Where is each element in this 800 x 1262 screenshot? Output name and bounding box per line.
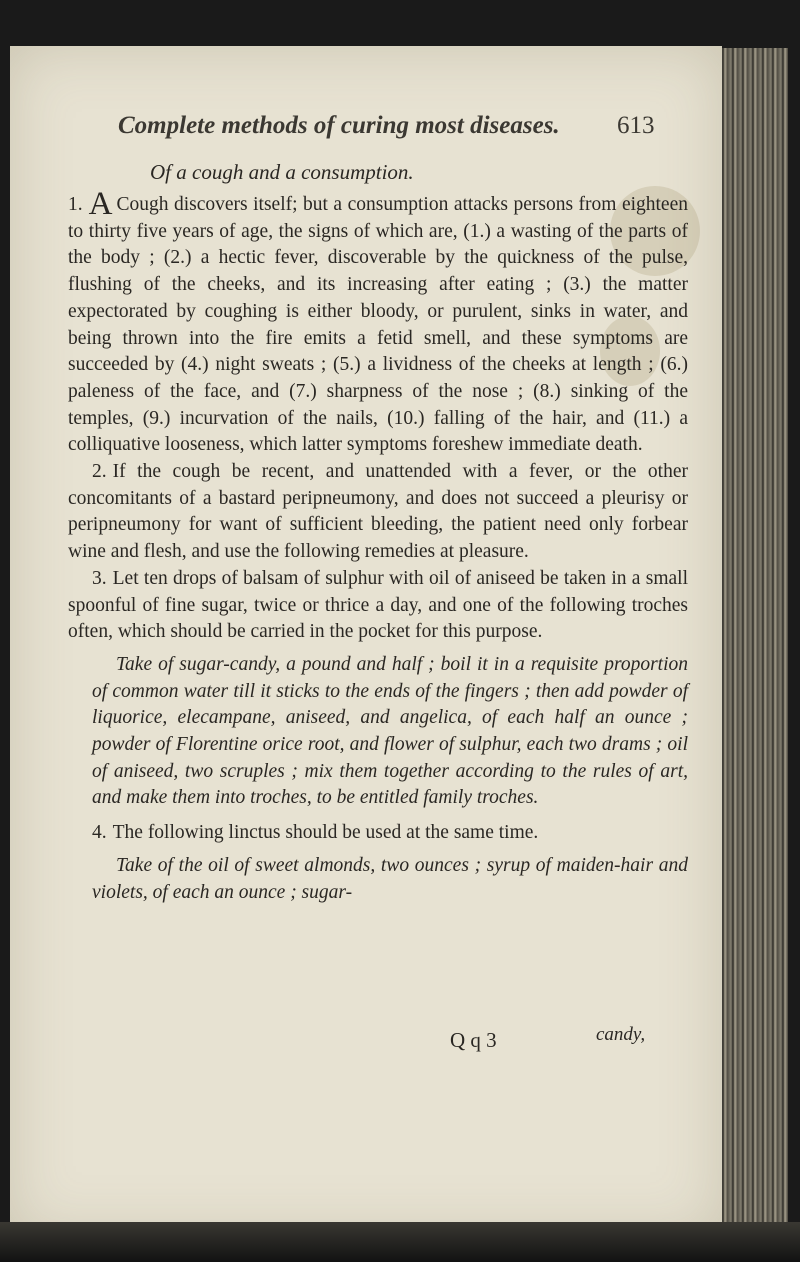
- paragraph-text: The following linctus should be used at the same time.: [112, 822, 539, 844]
- paragraph-text: Cough discovers itself; but a consumption attacks persons from eighteen to thirty five years of age, the signs of which are, (1.) a wasting of the parts of the body ; (2.) a hectic fever, discoverable by the quickness of the pulse, flushing of the cheeks, and its increasing after eating ; (3.) the matter expectorated by coughing is either bloody, or purulent, sinks in water, and being thrown into the fire emits a fetid smell, and these symptoms are succeeded by (4.) night sweats ; (5.) a lividness of the cheeks at length ; (6.) paleness of the face, and (7.) sharpness of the nose ; (8.) sinking of the temples, (9.) incurvation of the nails, (10.) falling of the hair, and (11.) a colliquative looseness, which latter symptoms foreshew immediate death.: [68, 194, 688, 456]
- recipe-troches: Take of sugar-candy, a pound and half ; boil it in a requisite proportion of common water till it sticks to the ends of the fingers ; then add powder of liquorice, elecampane, aniseed, and angelica, of each half an ounce ; powder of Florentine orice root, and flower of sulphur, each two drams ; oil of aniseed, two scruples ; mix them together according to the rules of art, and make them into troches, to be entitled family troches.: [92, 653, 688, 809]
- catchword: candy,: [596, 1024, 646, 1045]
- paragraph-number: 3.: [92, 567, 107, 589]
- paragraph-number: 1.: [68, 194, 83, 215]
- paragraph-text: If the cough be recent, and unattended with a fever, or the other concomitants of a bastard peripneumony, and does not succeed a pleurisy or peripneumony for want of sufficient bleeding, the patient need only forbear wine and flesh, and use the following remedies at pleasure.: [68, 461, 688, 563]
- paragraph-number: 4.: [92, 822, 107, 844]
- recipe-linctus: Take of the oil of sweet almonds, two ounces ; syrup of maiden-hair and violets, of each an ounce ; sugar-: [92, 854, 688, 903]
- body-text: [68, 186, 688, 914]
- running-title: Complete methods of curing most diseases.: [118, 112, 560, 139]
- paragraph-1: [68, 186, 688, 459]
- paragraph-number: 2.: [92, 461, 107, 483]
- section-title: Of a cough and a consumption.: [150, 160, 414, 184]
- page-bottom-edge: [0, 1222, 800, 1262]
- paragraph-text: Let ten drops of balsam of sulphur with oil of aniseed be taken in a small spoonful of fine sugar, twice or thrice a day, and one of the following troches often, which should be carried in the pocket for this purpose.: [68, 567, 688, 643]
- paragraph-3: [68, 566, 688, 646]
- paragraph-4: [68, 820, 688, 847]
- paragraph-2: [68, 459, 688, 566]
- signature-mark: Q q 3: [450, 1028, 497, 1052]
- drop-cap: A: [88, 186, 113, 222]
- page-number: 613: [617, 112, 655, 139]
